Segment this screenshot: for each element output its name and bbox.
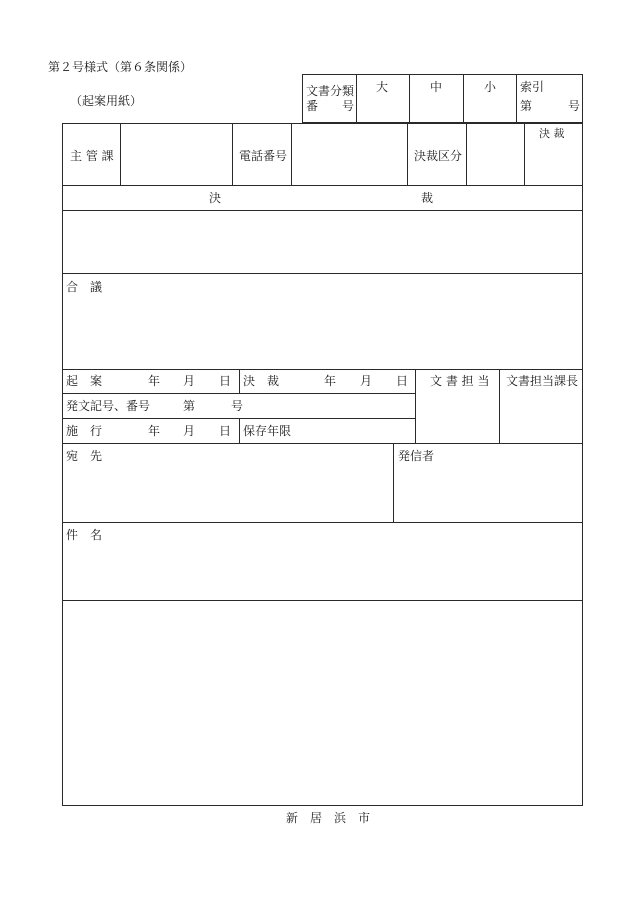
enforce-month: 月 (183, 424, 196, 438)
to-label: 宛 先 (66, 449, 103, 463)
decision-year: 年 (324, 374, 337, 388)
from-label: 発信者 (398, 449, 435, 463)
doc-number-suffix: 号 (231, 399, 244, 413)
decision-header-left: 決 (209, 191, 222, 205)
draft-date-label: 起 案 (66, 374, 103, 388)
footer-city: 新 居 浜 市 (286, 811, 371, 825)
class-large: 大 (376, 80, 389, 94)
subject-label: 件 名 (66, 528, 103, 542)
enforce-year: 年 (148, 424, 161, 438)
index-no-suffix: 号 (568, 99, 581, 113)
decision-header-right: 裁 (421, 191, 434, 205)
form-name: （起案用紙） (70, 94, 143, 108)
class-medium: 中 (430, 80, 443, 94)
classification-label-2: 番 号 (306, 99, 355, 113)
draft-year: 年 (148, 374, 161, 388)
form-number: 第２号様式（第６条関係） (48, 60, 193, 74)
draft-day: 日 (219, 374, 232, 388)
enforce-date-label: 施 行 (66, 424, 103, 438)
dept-label: 主 管 課 (70, 149, 114, 163)
draft-month: 月 (183, 374, 196, 388)
doc-chief-label: 文書担当課長 (506, 374, 579, 388)
main-form-frame (62, 123, 583, 806)
class-small: 小 (484, 80, 497, 94)
decision-small-label: 決 裁 (539, 127, 565, 140)
consultation-label: 合 議 (66, 280, 103, 294)
decision-month: 月 (360, 374, 373, 388)
phone-label: 電話番号 (239, 149, 288, 163)
enforce-day: 日 (219, 424, 232, 438)
decision-date-label: 決 裁 (243, 374, 280, 388)
retention-label: 保存年限 (243, 424, 292, 438)
index-label: 索引 (520, 80, 545, 94)
doc-officer-label: 文 書 担 当 (430, 374, 490, 388)
classification-label-1: 文書分類 (306, 84, 355, 98)
doc-number-prefix: 第 (183, 399, 196, 413)
index-no-prefix: 第 (520, 99, 533, 113)
decision-day: 日 (396, 374, 409, 388)
doc-number-label: 発文記号、番号 (66, 399, 151, 413)
decision-area-bottom (62, 273, 583, 274)
decision-type-label: 決裁区分 (414, 149, 463, 163)
